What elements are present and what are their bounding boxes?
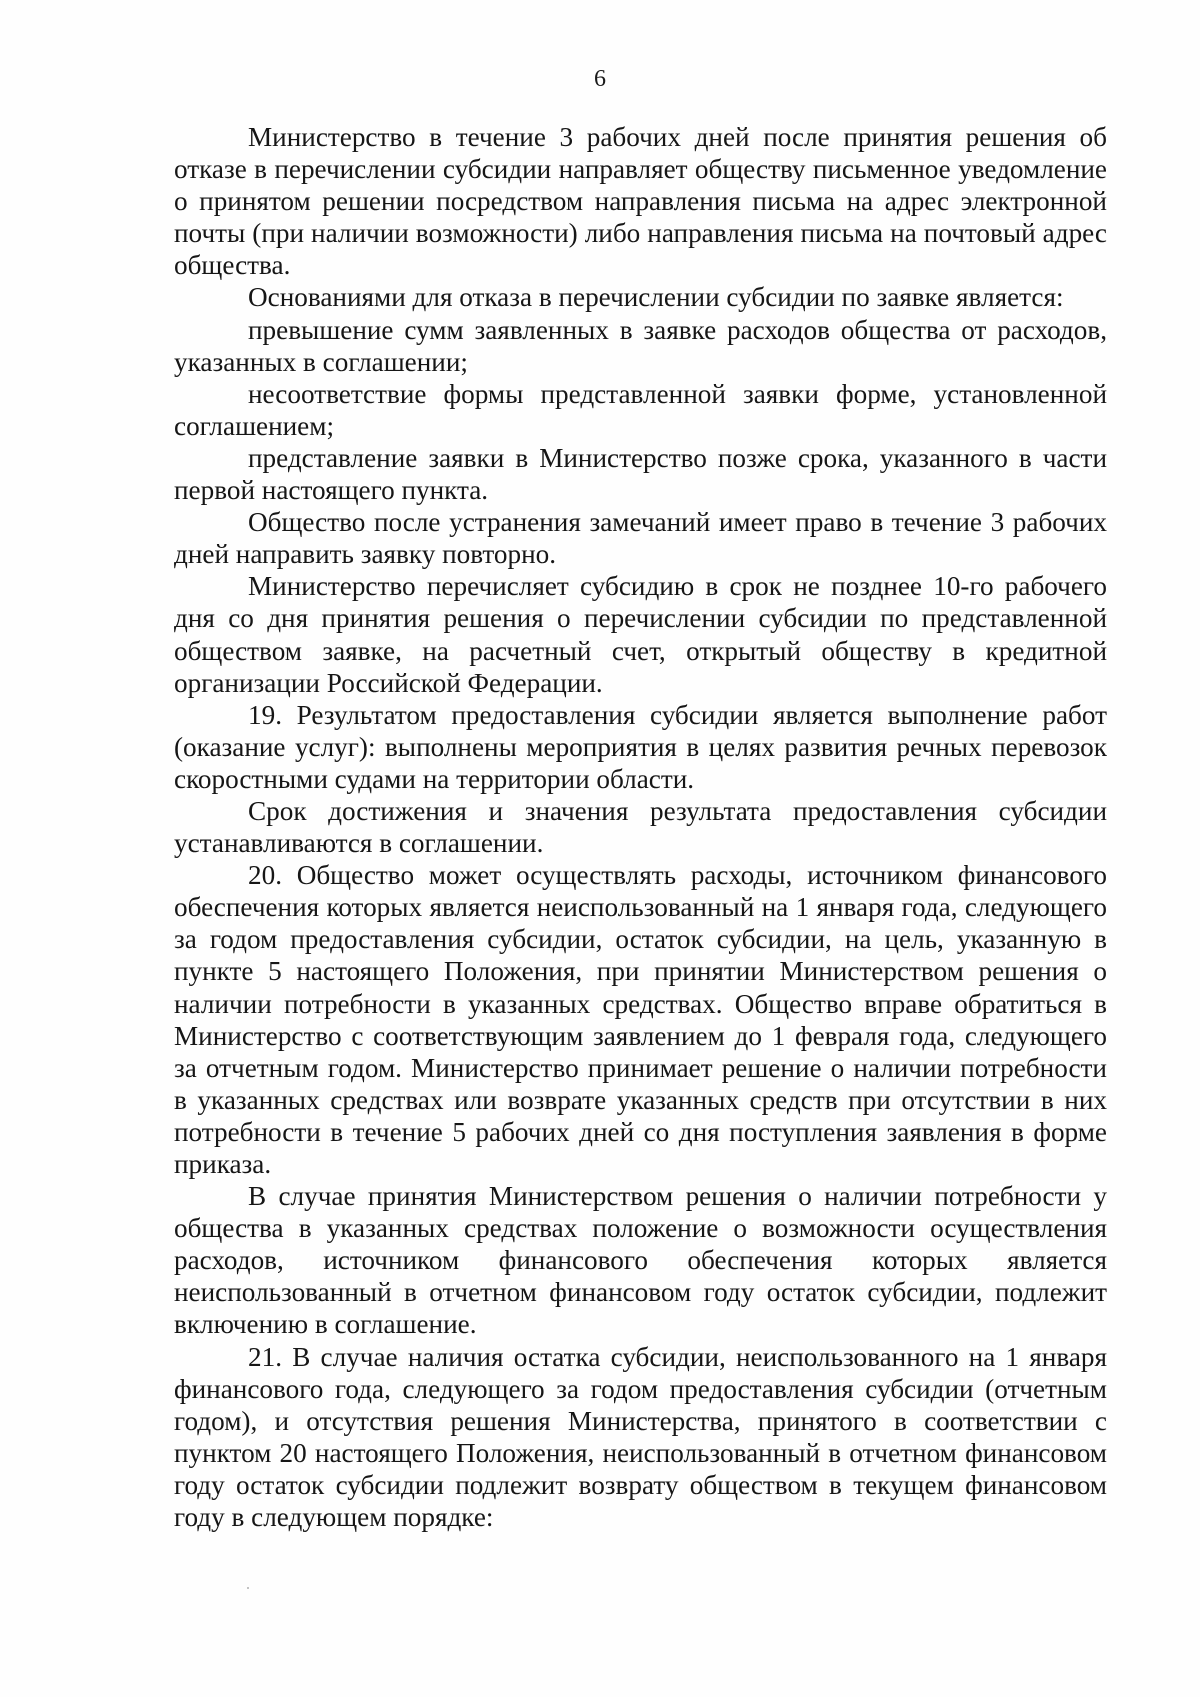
paragraph-item-21: 21. В случае наличия остатка субсидии, неиспользованного на 1 января финансового года, следующего за годом предоставления субсидии (отчетным годом), и отсутствия решения Министерства, принятого в соответствии с пунктом 20 настоящего Положения, неиспользованный в отчетном финансовом году остаток субсидии подлежит возврату обществом в текущем финансовом году в следующем порядке: xyxy=(174,1341,1107,1533)
paragraph-refusal-notice: Министерство в течение 3 рабочих дней после принятия решения об отказе в перечислении субсидии направляет обществу письменное уведомление о принятом решении посредством направления письма на адрес электронной почты (при наличии возможности) либо направления письма на почтовый адрес общества. xyxy=(174,122,1107,281)
paragraph-item-19: 19. Результатом предоставления субсидии является выполнение работ (оказание услуг): выполнены мероприятия в целях развития речных перевозок скоростными судами на территории области. xyxy=(174,699,1107,794)
paragraph-result-deadline: Срок достижения и значения результата предоставления субсидии устанавливаются в соглашении. xyxy=(174,795,1107,859)
paragraph-resubmission: Общество после устранения замечаний имеет право в течение 3 рабочих дней направить заявку повторно. xyxy=(174,507,1107,570)
page-number: 6 xyxy=(594,66,606,92)
document-body xyxy=(174,121,1107,1533)
paragraph-refusal-grounds: Основаниями для отказа в перечислении субсидии по заявке является: xyxy=(248,282,1064,313)
paragraph-item-20: 20. Общество может осуществлять расходы, источником финансового обеспечения которых является неиспользованный на 1 января года, следующего за годом предоставления субсидии, остаток субсидии, на цель, указанную в пункте 5 настоящего Положения, при принятии Министерством решения о наличии потребности в указанных средствах. Общество вправе обратиться в Министерство с соответствующим заявлением до 1 февраля года, следующего за отчетным годом. Министерство принимает решение о наличии потребности в указанных средствах или возврате указанных средств при отсутствии в них потребности в течение 5 рабочих дней со дня поступления заявления в форме приказа. xyxy=(174,860,1107,1179)
paragraph-ground-excess: превышение сумм заявленных в заявке расходов общества от расходов, указанных в соглашении; xyxy=(174,314,1107,377)
paragraph-transfer: Министерство перечисляет субсидию в срок не позднее 10-го рабочего дня со дня принятия решения о перечислении субсидии по представленной обществом заявке, на расчетный счет, открытый обществу в кредитной организации Российской Федерации. xyxy=(174,571,1107,698)
paragraph-need-decision: В случае принятия Министерством решения о наличии потребности у общества в указанных средствах положение о возможности осуществления расходов, источником финансового обеспечения которых является неиспользованный в отчетном финансовом году остаток субсидии, подлежит включению в соглашение. xyxy=(174,1181,1107,1340)
paragraph-ground-form: несоответствие формы представленной заявки форме, установленной соглашением; xyxy=(174,378,1107,441)
paragraph-ground-deadline: представление заявки в Министерство позже срока, указанного в части первой настоящего пункта. xyxy=(174,442,1107,506)
scan-speck xyxy=(247,1587,249,1589)
